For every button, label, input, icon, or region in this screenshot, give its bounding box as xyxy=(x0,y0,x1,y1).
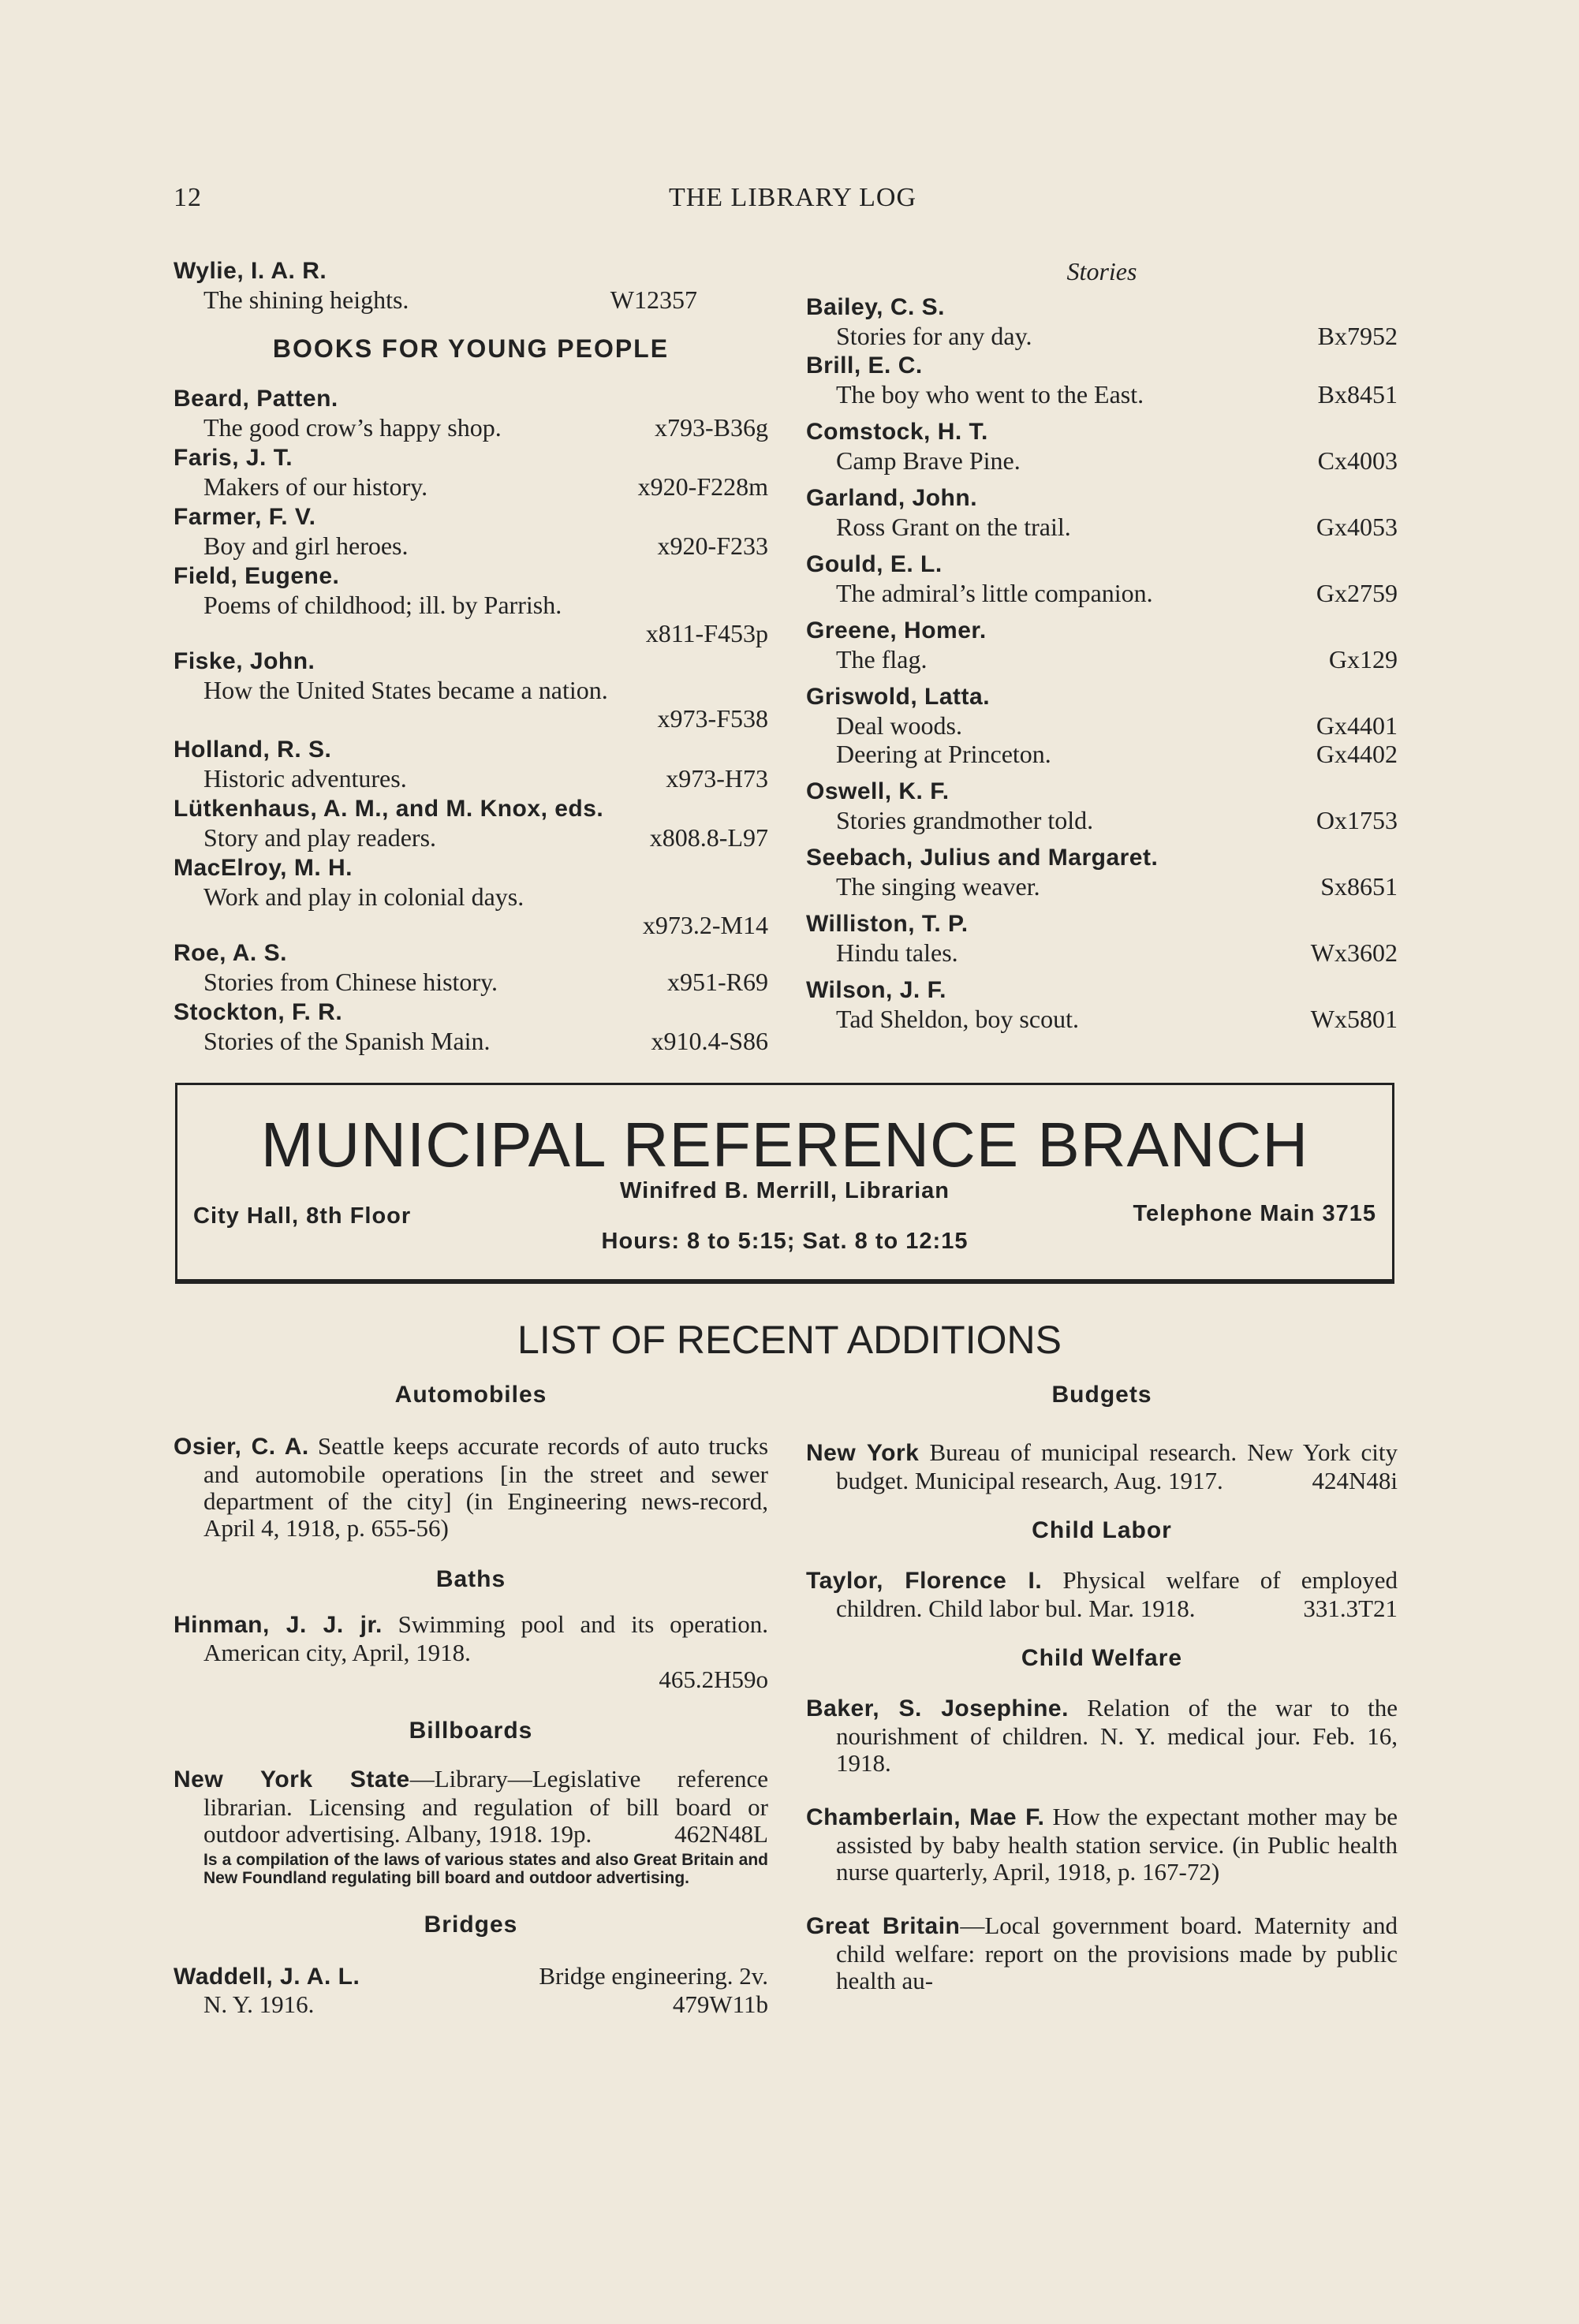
additions-left-column xyxy=(174,1381,768,2018)
call-number: 331.3T21 xyxy=(1303,1595,1398,1622)
call-number: x920-F233 xyxy=(657,532,768,560)
entry-author: Fiske, John. xyxy=(174,648,315,674)
call-number: Gx4402 xyxy=(1316,740,1398,768)
subject-heading: Baths xyxy=(435,1566,506,1592)
entry-title: Camp Brave Pine. xyxy=(836,446,1021,475)
entry-author: New York xyxy=(806,1440,920,1466)
call-number: Gx4053 xyxy=(1316,513,1398,541)
subject-heading: Bridges xyxy=(424,1912,518,1938)
entry-title-line xyxy=(174,676,768,704)
list-item xyxy=(806,1695,1398,1777)
entry-title-line xyxy=(806,872,1398,901)
list-item xyxy=(174,939,768,996)
list-item xyxy=(174,444,768,501)
list-item xyxy=(806,617,1398,673)
entry-title-line xyxy=(174,968,768,996)
entry-author: Faris, J. T. xyxy=(174,445,293,471)
entry-author: Lütkenhaus, A. M., and M. Knox, eds. xyxy=(174,796,604,822)
entry-title-line xyxy=(174,823,768,852)
list-item xyxy=(806,844,1398,901)
entry-title: Ross Grant on the trail. xyxy=(836,513,1071,541)
call-number: W12357 xyxy=(610,285,697,314)
entry-author: Wilson, J. F. xyxy=(806,977,946,1003)
entry-author: Greene, Homer. xyxy=(806,617,987,643)
branch-box xyxy=(175,1083,1394,1284)
entry-title-line xyxy=(174,1991,768,2018)
entry-author: Holland, R. S. xyxy=(174,737,332,763)
entry-title: Stories from Chinese history. xyxy=(203,968,498,996)
list-item xyxy=(806,352,1398,408)
list-item xyxy=(174,647,768,733)
page-number: 12 xyxy=(174,183,202,212)
list-item xyxy=(174,795,768,852)
entry-text: Bridge engineering. 2v. xyxy=(539,1962,768,1990)
list-item xyxy=(174,503,768,560)
entry-title-line xyxy=(806,740,1398,768)
list-item xyxy=(806,976,1398,1033)
entry-text: N. Y. 1916. xyxy=(203,1990,315,2018)
list-item xyxy=(806,293,1398,350)
entry-title-line xyxy=(806,579,1398,607)
call-number: x808.8-L97 xyxy=(649,823,768,852)
call-number: x973.2-M14 xyxy=(642,911,768,939)
list-item xyxy=(806,484,1398,541)
entry-author: Great Britain xyxy=(806,1913,961,1939)
entry-title-line xyxy=(806,322,1398,350)
entry-author: Roe, A. S. xyxy=(174,940,287,966)
entry-title-line xyxy=(806,938,1398,967)
entry-title: Tad Sheldon, boy scout. xyxy=(836,1005,1079,1033)
entry-author: Garland, John. xyxy=(806,485,978,511)
list-item xyxy=(174,854,768,939)
call-number: 479W11b xyxy=(672,1990,768,2018)
entry-author: Hinman, J. J. jr. xyxy=(174,1612,383,1638)
entry-title: Boy and girl heroes. xyxy=(203,532,409,560)
list-item xyxy=(806,1912,1398,1994)
entry-author: Williston, T. P. xyxy=(806,911,969,937)
call-number: 424N48i xyxy=(1312,1467,1398,1494)
call-number: x920-F228m xyxy=(637,472,768,501)
entry-title-line xyxy=(806,380,1398,408)
entry-author: Oswell, K. F. xyxy=(806,778,950,804)
call-number: Bx7952 xyxy=(1317,322,1398,350)
entry-title-line xyxy=(174,413,768,442)
stories-column xyxy=(806,257,1398,1033)
entry-title: Stories of the Spanish Main. xyxy=(203,1027,491,1055)
young-people-column xyxy=(174,257,768,1055)
entry-title: Deal woods. xyxy=(836,711,962,740)
list-item xyxy=(174,562,768,647)
list-item xyxy=(806,550,1398,607)
entry-author: Chamberlain, Mae F. xyxy=(806,1804,1045,1830)
entry-author: Osier, C. A. xyxy=(174,1434,309,1460)
entry-author: Wylie, I. A. R. xyxy=(174,258,327,284)
additions-right-column xyxy=(806,1381,1398,1994)
call-number: Wx5801 xyxy=(1310,1005,1398,1033)
entry-author: Waddell, J. A. L. xyxy=(174,1964,360,1990)
entry-title: Work and play in colonial days. xyxy=(203,882,524,911)
page-header xyxy=(174,183,1412,222)
entry-text: Relation of the war to the nourishment of children. N. Y. medical jour. Feb. 16, 1918. xyxy=(836,1694,1398,1777)
list-item xyxy=(174,257,768,314)
entry-author: Griswold, Latta. xyxy=(806,684,991,710)
entry-text: —Local government board. Maternity and child welfare: report on the provisions made by public health au- xyxy=(836,1912,1398,1994)
entry-author: Brill, E. C. xyxy=(806,353,923,379)
list-item xyxy=(174,736,768,793)
entry-title-line xyxy=(806,513,1398,541)
entry-title: Stories for any day. xyxy=(836,322,1032,350)
entry-title: How the United States became a nation. xyxy=(203,676,608,704)
list-item xyxy=(174,385,768,442)
call-number: Sx8651 xyxy=(1320,872,1398,901)
call-number: Bx8451 xyxy=(1317,380,1398,408)
branch-telephone: Telephone Main 3715 xyxy=(1133,1201,1376,1226)
branch-location: City Hall, 8th Floor xyxy=(193,1203,412,1229)
entry-title-line xyxy=(806,645,1398,673)
entry-title-line xyxy=(806,711,1398,740)
branch-title: MUNICIPAL REFERENCE BRANCH xyxy=(260,1110,1309,1180)
running-title: THE LIBRARY LOG xyxy=(668,183,917,212)
entry-author: Bailey, C. S. xyxy=(806,294,946,320)
subject-heading: Child Labor xyxy=(1032,1517,1172,1543)
entry-title-line xyxy=(174,591,768,619)
entry-author: Seebach, Julius and Margaret. xyxy=(806,845,1159,871)
entry-title: The singing weaver. xyxy=(836,872,1040,901)
entry-text: Swimming pool and its operation. American city, April, 1918. xyxy=(203,1610,769,1666)
entry-title: Makers of our history. xyxy=(203,472,428,501)
call-number: x793-B36g xyxy=(655,413,768,442)
librarian-name: Winifred B. Merrill, Librarian xyxy=(619,1178,950,1203)
entry-title: Historic adventures. xyxy=(203,764,407,793)
entry-author: Taylor, Florence I. xyxy=(806,1568,1043,1594)
call-number: Gx129 xyxy=(1328,645,1398,673)
list-title: LIST OF RECENT ADDITIONS xyxy=(517,1318,1062,1362)
entry-author: Stockton, F. R. xyxy=(174,999,343,1025)
call-number: x973-H73 xyxy=(666,764,768,793)
entry-title: The good crow’s happy shop. xyxy=(203,413,502,442)
call-number: x951-R69 xyxy=(667,968,768,996)
entry-title-line xyxy=(174,532,768,560)
entry-author: Comstock, H. T. xyxy=(806,419,988,445)
call-number: 465.2H59o xyxy=(659,1666,768,1693)
list-item xyxy=(174,998,768,1055)
entry-title: The flag. xyxy=(836,645,928,673)
entry-text: How the expectant mother may be assisted by baby health station service. (in Public health nurse quarterly, April, 1918, p. 167-72) xyxy=(836,1803,1398,1886)
entry-title-line xyxy=(806,1005,1398,1033)
subject-heading: Budgets xyxy=(1051,1382,1152,1408)
branch-hours: Hours: 8 to 5:15; Sat. 8 to 12:15 xyxy=(601,1229,969,1254)
call-number: x910.4-S86 xyxy=(651,1027,768,1055)
entry-author: Field, Eugene. xyxy=(174,563,340,589)
stories-heading: Stories xyxy=(1066,257,1137,285)
entry-title: Stories grandmother told. xyxy=(836,806,1094,834)
list-item xyxy=(806,1804,1398,1886)
entry-author: Baker, S. Josephine. xyxy=(806,1695,1069,1722)
subject-heading: Child Welfare xyxy=(1021,1645,1183,1671)
section-heading: BOOKS FOR YOUNG PEOPLE xyxy=(272,334,670,363)
list-item xyxy=(806,910,1398,967)
subject-heading: Billboards xyxy=(409,1718,533,1744)
entry-title-line xyxy=(174,764,768,793)
call-number: x973-F538 xyxy=(657,704,768,733)
list-item xyxy=(806,418,1398,475)
call-number: Gx4401 xyxy=(1316,711,1398,740)
entry-author: Gould, E. L. xyxy=(806,551,943,577)
entry-author: New York State xyxy=(174,1766,410,1792)
entry-title-line xyxy=(174,472,768,501)
call-number: Wx3602 xyxy=(1310,938,1398,967)
call-number: x811-F453p xyxy=(645,619,768,647)
list-item xyxy=(174,1963,768,1991)
entry-author: Farmer, F. V. xyxy=(174,504,316,530)
call-number: Ox1753 xyxy=(1316,806,1398,834)
entry-title-line xyxy=(806,446,1398,475)
entry-title: Story and play readers. xyxy=(203,823,437,852)
subject-heading: Automobiles xyxy=(394,1382,547,1408)
entry-title-line xyxy=(174,285,768,314)
entry-title: Hindu tales. xyxy=(836,938,958,967)
entry-title: The boy who went to the East. xyxy=(836,380,1144,408)
entry-author: MacElroy, M. H. xyxy=(174,855,353,881)
list-item xyxy=(806,778,1398,834)
entry-text: Physical welfare of employed children. Child labor bul. Mar. 1918. xyxy=(836,1566,1398,1622)
entry-title: Poems of childhood; ill. by Parrish. xyxy=(203,591,562,619)
list-item xyxy=(174,1433,768,1542)
entry-title-line xyxy=(174,882,768,911)
entry-title: The admiral’s little companion. xyxy=(836,579,1153,607)
call-number: 462N48L xyxy=(674,1820,768,1848)
entry-text: Seattle keeps accurate records of auto trucks and automobile operations [in the street and sewer department of the city] (in Engineering news-record, April 4, 1918, p. 655-56) xyxy=(203,1432,769,1542)
entry-author: Beard, Patten. xyxy=(174,386,338,412)
entry-title: The shining heights. xyxy=(203,285,409,314)
entry-title: Deering at Princeton. xyxy=(836,740,1051,768)
entry-title-line xyxy=(174,1027,768,1055)
list-item xyxy=(174,1611,768,1666)
list-item xyxy=(806,683,1398,768)
entry-text: —Library—Legislative reference librarian. Licensing and regulation of bill board or outdoor advertising. Albany, 1918. 19p. xyxy=(203,1765,769,1848)
entry-title-line xyxy=(806,806,1398,834)
call-number: Gx2759 xyxy=(1316,579,1398,607)
call-number: Cx4003 xyxy=(1317,446,1398,475)
entry-text: Bureau of municipal research. New York city budget. Municipal research, Aug. 1917. xyxy=(836,1438,1398,1494)
annotation-note: Is a compilation of the laws of various states and also Great Britain and New Foundland regulating bill board and outdoor advertising. xyxy=(203,1851,768,1887)
